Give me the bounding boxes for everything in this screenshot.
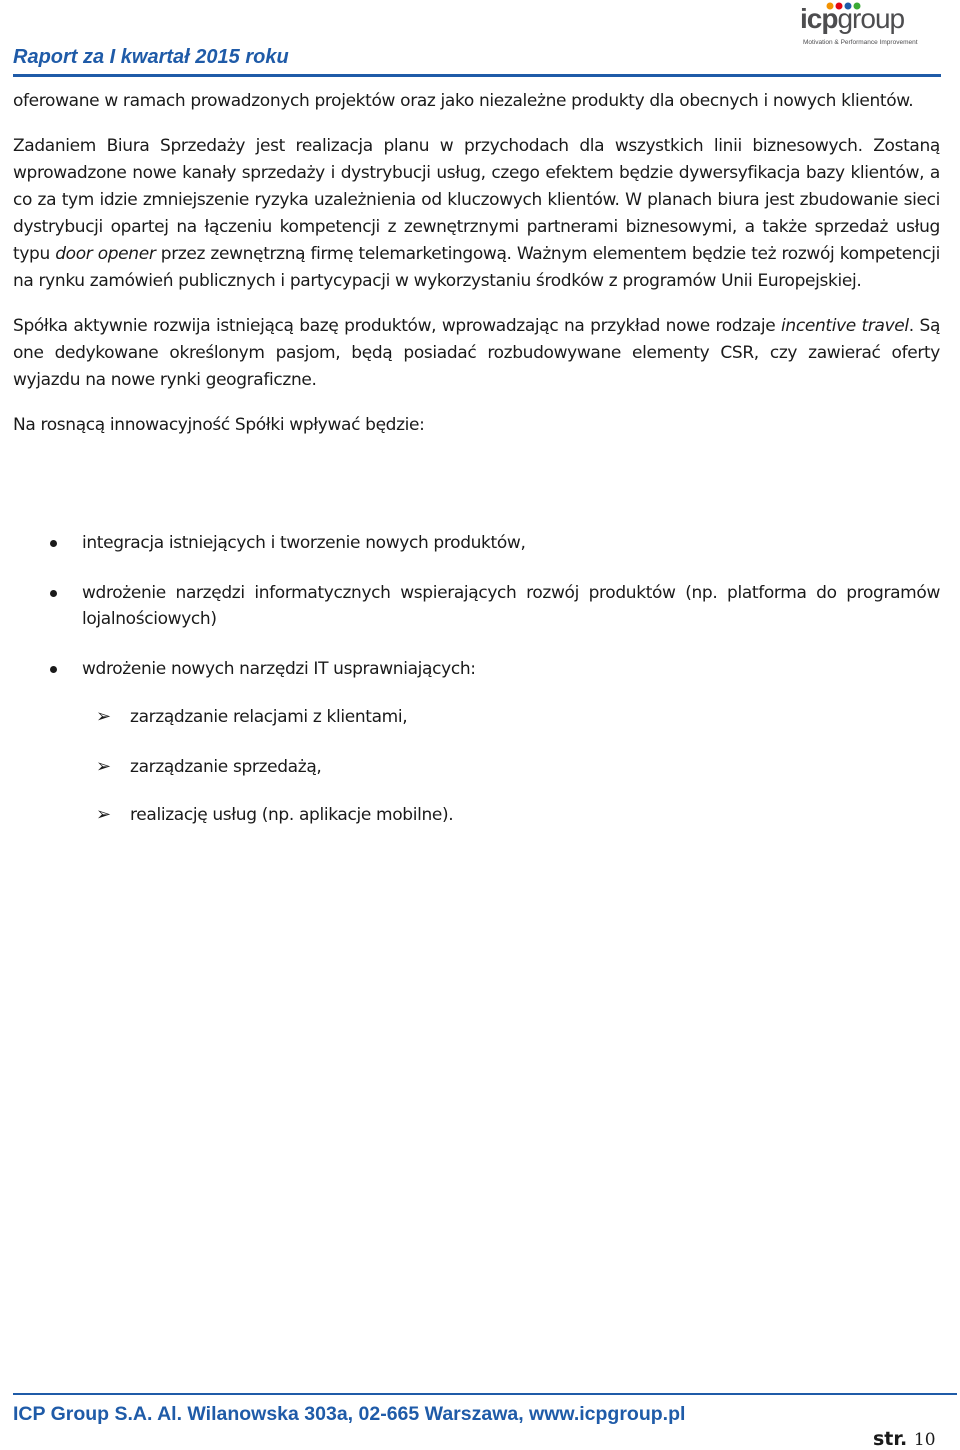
footer-divider bbox=[13, 1393, 957, 1395]
term-door-opener: door opener bbox=[55, 244, 156, 264]
paragraph-3-part-2: . Są one dedykowane określonym pasjom, będą posiadać rozbudowywane elementy CSR, czy zawierać oferty wyjazdu na nowe rynki geograficzne. bbox=[13, 316, 941, 390]
sub-bullet-text: realizację usług (np. aplikacje mobilne). bbox=[130, 805, 454, 825]
term-incentive-travel: incentive travel bbox=[781, 316, 909, 336]
sub-bullet-text: zarządzanie relacjami z klientami, bbox=[130, 707, 408, 727]
paragraph-4: Na rosnącą innowacyjność Spółki wpływać będzie: bbox=[13, 415, 425, 435]
bullet-item bbox=[13, 530, 940, 556]
paragraph-1: oferowane w ramach prowadzonych projektów oraz jako niezależne produkty dla obecnych i nowych klientów. bbox=[13, 91, 914, 111]
bullet-dot-icon bbox=[50, 590, 57, 597]
bullet-item bbox=[13, 656, 940, 682]
bullet-text: integracja istniejących i tworzenie nowych produktów, bbox=[82, 533, 526, 553]
paragraph-2 bbox=[13, 133, 940, 295]
bullet-dot-icon bbox=[50, 540, 57, 547]
paragraph-2-part-3: przez zewnętrzną firmę telemarketingową. Ważnym elementem będzie też rozwój kompetencji na rynku zamówień publicznych i partycypacji w wykorzystaniu środków z programów Unii Europejskiej. bbox=[13, 244, 940, 291]
report-title: Raport za I kwartał 2015 roku bbox=[13, 46, 289, 68]
page-number-value: 10 bbox=[913, 1430, 936, 1450]
bullet-list bbox=[13, 530, 940, 828]
bullet-text: wdrożenie narzędzi informatycznych wspierających rozwój produktów (np. platforma do programów lojalnościowych) bbox=[82, 583, 940, 629]
sub-bullet-text: zarządzanie sprzedażą, bbox=[130, 757, 322, 777]
footer-address: ICP Group S.A. Al. Wilanowska 303a, 02-665 Warszawa, www.icpgroup.pl bbox=[13, 1403, 686, 1425]
bullet-item bbox=[13, 580, 940, 632]
bullet-text: wdrożenie nowych narzędzi IT usprawniających: bbox=[82, 659, 476, 679]
arrow-bullet-icon: ➢ bbox=[96, 804, 111, 825]
header-divider bbox=[13, 74, 941, 77]
logo-wordmark bbox=[800, 2, 904, 36]
logo-word-icp: icp bbox=[800, 3, 838, 34]
paragraph-2-part-1: Zadaniem Biura Sprzedaży jest realizacja planu w przychodach dla wszystkich linii biznesowych. Zostaną wprowadzone nowe kanały sprzedaży i dystrybucji usług, czego efektem będzie dywersyfikacja bazy klientów, a co za tym idzie zmniejszenie ryzyka uzależnienia od kluczowych klientów. bbox=[13, 136, 940, 210]
bullet-dot-icon bbox=[50, 666, 57, 673]
logo-tagline: Motivation & Performance Improvement bbox=[803, 39, 918, 46]
sub-bullet-item bbox=[13, 802, 940, 828]
paragraph-2-part-2: W planach biura jest zbudowanie sieci dystrybucji opartej na łączeniu kompetencji z zewnętrznymi partnerami biznesowymi, a także sprzedaż usług typu bbox=[13, 190, 940, 264]
sub-bullet-item bbox=[13, 704, 940, 730]
company-logo bbox=[800, 2, 922, 50]
sub-bullet-item bbox=[13, 754, 940, 780]
arrow-bullet-icon: ➢ bbox=[96, 706, 111, 727]
logo-word-group: group bbox=[837, 3, 905, 34]
paragraph-3-part-1: Spółka aktywnie rozwija istniejącą bazę produktów, wprowadzając na przykład nowe rodzaje bbox=[13, 316, 782, 336]
paragraph-3 bbox=[13, 313, 940, 394]
page-label: str. bbox=[873, 1428, 908, 1450]
arrow-bullet-icon: ➢ bbox=[96, 756, 111, 777]
body-text bbox=[13, 88, 940, 439]
